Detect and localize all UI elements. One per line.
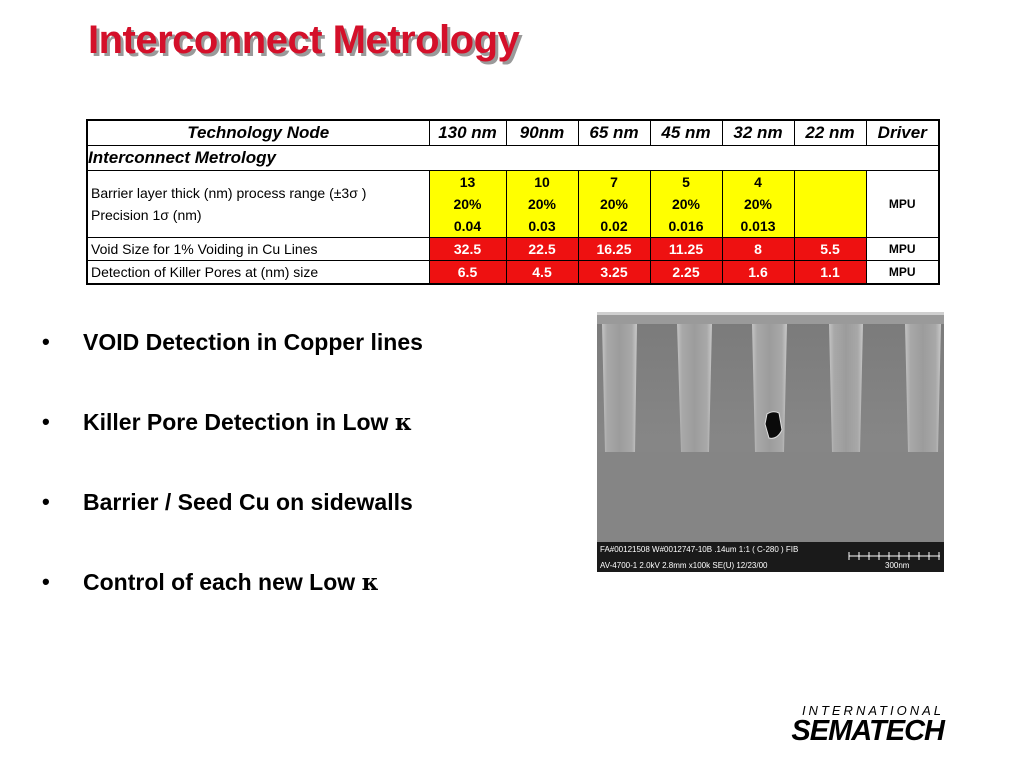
void-size-cell-22: 5.5 <box>794 238 866 261</box>
header-node-130: 130 nm <box>429 120 506 146</box>
bullet-marker: • <box>42 329 50 354</box>
header-node-32: 32 nm <box>722 120 794 146</box>
section-label: Interconnect Metrology <box>87 146 939 171</box>
barrier-cell-130 <box>429 171 506 238</box>
killer-pores-driver: MPU <box>866 261 939 285</box>
killer-pores-cell-130: 6.5 <box>429 261 506 285</box>
barrier-value: 10 <box>534 174 550 190</box>
bullet-item <box>42 402 423 442</box>
barrier-value: 5 <box>682 174 690 190</box>
barrier-precision: 0.03 <box>528 218 556 234</box>
sem-scale-label: 300nm <box>885 561 910 570</box>
table-row-barrier <box>87 171 939 238</box>
row-label-killer-pores: Detection of Killer Pores at (nm) size <box>87 261 429 285</box>
bullet-marker: • <box>42 489 50 514</box>
barrier-precision: 0.013 <box>740 218 776 234</box>
bullet-text: Killer Pore Detection in Low <box>83 409 395 435</box>
barrier-percent: 20% <box>527 196 557 212</box>
void-size-cell-32: 8 <box>722 238 794 261</box>
bullet-item <box>42 322 423 362</box>
slide-title: Interconnect Metrology <box>88 18 520 62</box>
void-size-cell-45: 11.25 <box>650 238 722 261</box>
barrier-percent: 20% <box>671 196 701 212</box>
sem-caption-line2: AV-4700-1 2.0kV 2.8mm x100k SE(U) 12/23/00 <box>600 561 768 570</box>
killer-pores-cell-22: 1.1 <box>794 261 866 285</box>
header-node-90: 90nm <box>506 120 578 146</box>
barrier-value: 4 <box>754 174 762 190</box>
killer-pores-cell-45: 2.25 <box>650 261 722 285</box>
barrier-cell-32 <box>722 171 794 238</box>
header-node-22: 22 nm <box>794 120 866 146</box>
barrier-cell-65 <box>578 171 650 238</box>
table-row-killer-pores <box>87 261 939 285</box>
kappa-symbol: κ <box>394 409 413 436</box>
metrology-table <box>86 119 940 285</box>
kappa-symbol: κ <box>361 569 379 596</box>
killer-pores-cell-65: 3.25 <box>578 261 650 285</box>
sematech-logo <box>766 703 946 753</box>
table-header-row <box>87 120 939 146</box>
barrier-cell-90 <box>506 171 578 238</box>
table-row-void-size <box>87 238 939 261</box>
void-size-cell-90: 22.5 <box>506 238 578 261</box>
bullet-marker: • <box>42 569 50 594</box>
void-size-driver: MPU <box>866 238 939 261</box>
sem-caption-line1: FA#00121508 W#0012747-10B .14um 1:1 ( C-280 ) FIB <box>600 545 799 554</box>
header-node-65: 65 nm <box>578 120 650 146</box>
void-defect <box>765 412 782 439</box>
bullet-item <box>42 562 423 602</box>
header-technology-node: Technology Node <box>87 120 429 146</box>
table-section-row <box>87 146 939 171</box>
logo-international-text: INTERNATIONAL <box>801 703 944 718</box>
bullet-item <box>42 482 423 522</box>
void-size-cell-130: 32.5 <box>429 238 506 261</box>
barrier-value: 7 <box>610 174 618 190</box>
bullet-text: Control of each new Low <box>83 569 362 595</box>
barrier-driver: MPU <box>866 171 939 238</box>
bullet-list <box>42 322 423 642</box>
row-label-barrier <box>87 171 429 238</box>
header-node-45: 45 nm <box>650 120 722 146</box>
bullet-marker: • <box>42 409 50 434</box>
barrier-precision: 0.04 <box>453 218 482 234</box>
sem-cross-section-image <box>597 312 944 572</box>
barrier-cell-45 <box>650 171 722 238</box>
bullet-text: VOID Detection in Copper lines <box>83 329 423 355</box>
row-label-barrier-line2: Precision 1σ (nm) <box>91 207 202 223</box>
barrier-precision: 0.016 <box>668 218 704 234</box>
logo-sematech-text: SEMATECH <box>791 715 944 747</box>
row-label-void-size: Void Size for 1% Voiding in Cu Lines <box>87 238 429 261</box>
barrier-precision: 0.02 <box>600 218 628 234</box>
killer-pores-cell-90: 4.5 <box>506 261 578 285</box>
killer-pores-cell-32: 1.6 <box>722 261 794 285</box>
row-label-barrier-line1: Barrier layer thick (nm) process range (±3σ ) <box>91 185 367 201</box>
barrier-value: 13 <box>459 174 476 190</box>
barrier-cell-22 <box>794 171 866 238</box>
barrier-percent: 20% <box>743 196 773 212</box>
header-driver: Driver <box>866 120 939 146</box>
barrier-percent: 20% <box>599 196 629 212</box>
void-size-cell-65: 16.25 <box>578 238 650 261</box>
bullet-text: Barrier / Seed Cu on sidewalls <box>83 489 413 515</box>
barrier-percent: 20% <box>453 196 482 212</box>
